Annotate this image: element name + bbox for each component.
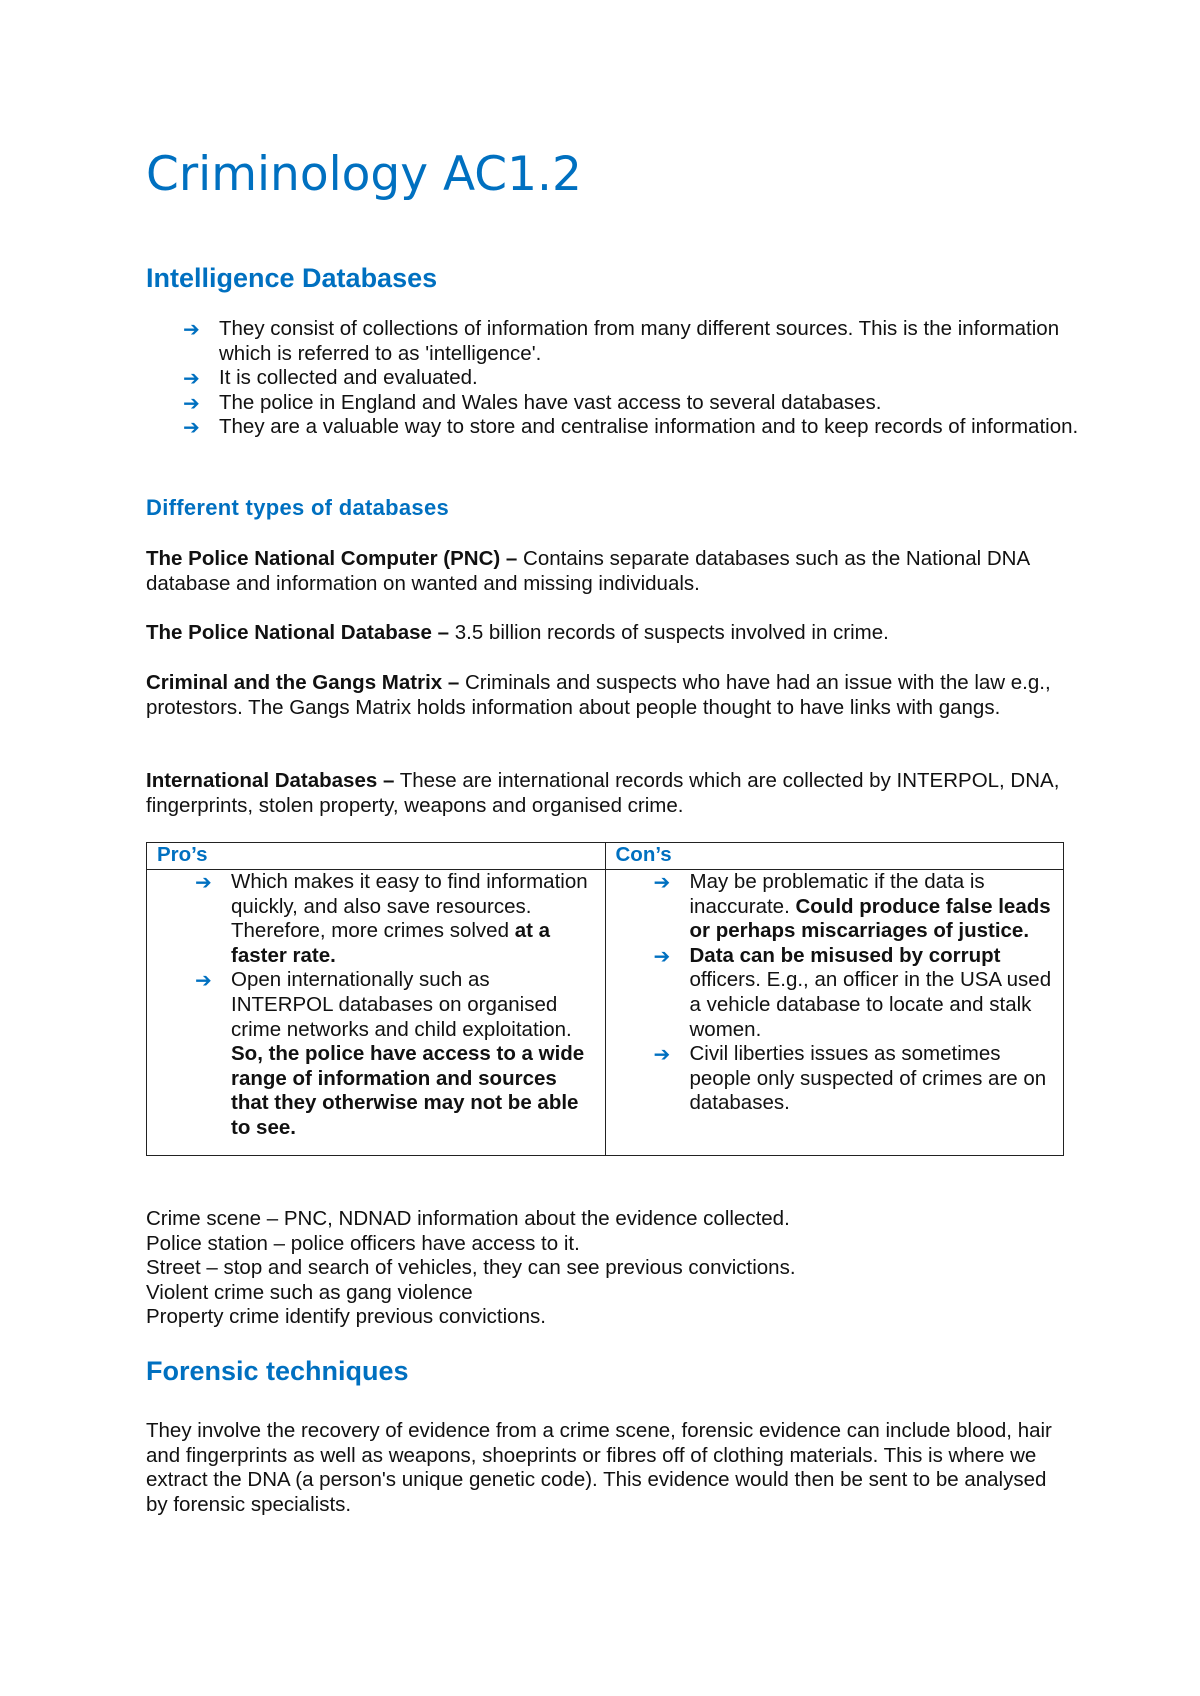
pro-item: ➔ Open internationally such as INTERPOL databases on organised crime networks and child exploitation. So, the police have access to a wide range of information and sources that they otherwise may not be able to see. — [195, 968, 585, 1139]
heading-forensic-techniques: Forensic techniques — [146, 1356, 409, 1386]
con-item: ➔ Civil liberties issues as sometimes people only suspected of crimes are on databases. — [653, 1042, 1047, 1115]
list-item: ➔ The police in England and Wales have vast access to several databases. — [183, 390, 882, 415]
heading-intelligence-databases: Intelligence Databases — [146, 263, 438, 293]
cons-header: Con’s — [605, 843, 1064, 870]
list-item: ➔ They are a valuable way to store and centralise information and to keep records of information. — [183, 415, 1079, 440]
forensic-paragraph: They involve the recovery of evidence from a crime scene, forensic evidence can include blood, hair and fingerprints as well as weapons, shoeprints or fibres off of clothing materials. This is where we extract the DNA (a person's unique genetic code). This evidence would then be sent to be analysed by forensic specialists. — [146, 1419, 1052, 1516]
arrow-icon: ➔ — [183, 366, 200, 391]
intelligence-bullet-list — [146, 317, 1099, 440]
arrow-icon: ➔ — [653, 943, 671, 968]
con-item: ➔ May be problematic if the data is inaccurate. Could produce false leads or perhaps miscarriages of justice. — [653, 870, 1051, 943]
document-title: Criminology AC1.2 — [146, 147, 582, 202]
arrow-icon: ➔ — [183, 390, 200, 415]
database-entry-pnd: The Police National Database – 3.5 billion records of suspects involved in crime. — [146, 621, 889, 644]
arrow-icon: ➔ — [653, 870, 671, 894]
heading-database-types: Different types of databases — [146, 495, 450, 520]
locations-list — [146, 1207, 1066, 1330]
database-entry-gangs-matrix: Criminal and the Gangs Matrix – Criminals and suspects who have had an issue with the law e.g., protestors. The Gangs Matrix holds information about people thought to have links with gangs. — [146, 671, 1051, 719]
arrow-icon: ➔ — [183, 415, 200, 440]
pro-item: ➔ Which makes it easy to find information quickly, and also save resources. Therefore, more crimes solved at a faster rate. — [195, 870, 588, 967]
location-line: Violent crime such as gang violence — [146, 1280, 473, 1304]
arrow-icon: ➔ — [183, 317, 200, 341]
location-line: Crime scene – PNC, NDNAD information about the evidence collected. — [146, 1207, 790, 1230]
list-item: ➔ They consist of collections of information from many different sources. This is the information which is referred to as 'intelligence'. — [183, 317, 1060, 365]
database-entry-international: International Databases – These are international records which are collected by INTERPOL, DNA, fingerprints, stolen property, weapons and organised crime. — [146, 769, 1060, 817]
location-line: Police station – police officers have access to it. — [146, 1231, 580, 1255]
pros-cons-table — [146, 842, 1064, 1156]
con-item: ➔ Data can be misused by corrupt officers. E.g., an officer in the USA used a vehicle database to locate and stalk women. — [653, 943, 1052, 1041]
arrow-icon: ➔ — [195, 870, 212, 894]
arrow-icon: ➔ — [653, 1042, 671, 1067]
database-entry-pnc: The Police National Computer (PNC) – Contains separate databases such as the National DNA database and information on wanted and missing individuals. — [146, 547, 1029, 595]
list-item: ➔ It is collected and evaluated. — [183, 366, 478, 391]
location-line: Street – stop and search of vehicles, they can see previous convictions. — [146, 1256, 796, 1280]
pros-cell — [147, 870, 606, 1156]
pros-header: Pro’s — [147, 843, 606, 870]
cons-cell — [605, 870, 1064, 1156]
arrow-icon: ➔ — [195, 968, 212, 993]
location-line: Property crime identify previous convictions. — [146, 1305, 546, 1329]
